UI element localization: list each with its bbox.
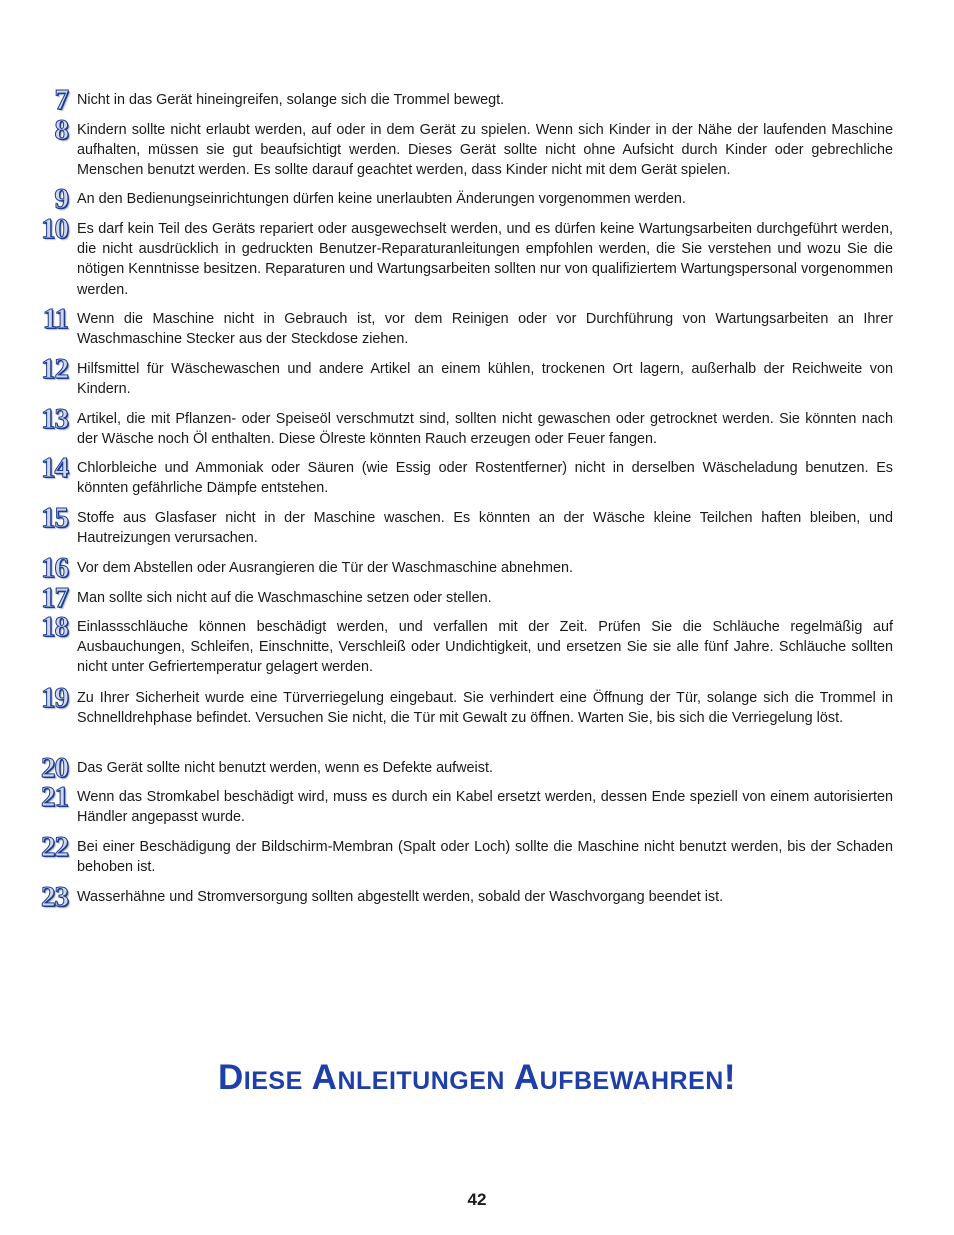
item-number: 12 — [41, 353, 68, 385]
item-text: Nicht in das Gerät hineingreifen, solange sich die Trommel bewegt. — [77, 92, 505, 108]
item-number: 9 — [54, 183, 68, 215]
item-number: 19 — [41, 682, 68, 714]
page-number: 42 — [467, 1190, 487, 1209]
item-text: Chlorbleiche und Ammoniak oder Säuren (wie Essig oder Rostentferner) nicht in derselben Wäscheladung benutzen. Es könnten gefährliche Dämpfe entstehen. — [77, 460, 893, 497]
item-text: Man sollte sich nicht auf die Waschmaschine setzen oder stellen. — [77, 590, 492, 606]
item-text: Das Gerät sollte nicht benutzt werden, wenn es Defekte aufweist. — [77, 760, 493, 776]
item-number: 22 — [41, 831, 68, 863]
item-text: Wenn das Stromkabel beschädigt wird, muss es durch ein Kabel ersetzt werden, dessen Ende speziell von einem autorisierten Händler angepasst wurde. — [77, 789, 893, 826]
page-title: Diese Anleitungen Aufbewahren! — [218, 1058, 736, 1097]
item-text: Wasserhähne und Stromversorgung sollten abgestellt werden, sobald der Waschvorgang beendet ist. — [77, 889, 724, 905]
item-text: Wenn die Maschine nicht in Gebrauch ist, vor dem Reinigen oder vor Durchführung von Wartungsarbeiten an Ihrer Waschmaschine Stecker aus der Steckdose ziehen. — [77, 311, 893, 348]
item-number: 14 — [41, 452, 68, 484]
item-text: Stoffe aus Glasfaser nicht in der Maschine waschen. Es könnten an der Wäsche kleine Teilchen haften bleiben, und Hautreizungen verursachen. — [77, 510, 893, 547]
item-number: 15 — [41, 502, 68, 534]
item-number: 8 — [54, 114, 68, 146]
item-number: 10 — [41, 213, 68, 245]
item-number: 17 — [41, 582, 68, 614]
item-number: 16 — [41, 552, 68, 584]
item-number: 13 — [41, 403, 68, 435]
item-number: 20 — [41, 752, 68, 784]
item-text: An den Bedienungseinrichtungen dürfen keine unerlaubten Änderungen vorgenommen werden. — [77, 191, 686, 207]
item-text: Einlassschläuche können beschädigt werden, und verfallen mit der Zeit. Prüfen Sie die Schläuche regelmäßig auf Ausbauchungen, Schleifen, Einschnitte, Verschleiß oder Undichtigkeit, und ersetzen Sie sie alle fünf Jahre. Schläuche sollten nicht unter Gefriertemperatur gelagert werden. — [77, 619, 893, 676]
item-number: 21 — [41, 781, 68, 813]
item-text: Es darf kein Teil des Geräts repariert oder ausgewechselt werden, und es dürfen keine Wartungsarbeiten durchgeführt werden, die nicht ausdrücklich in gedruckten Benutzer-Reparaturanleitungen empfohlen werden, die Sie verstehen und wozu Sie die nötigen Kenntnisse besitzen. Reparaturen und Wartungsarbeiten sollten nur von qualifiziertem Wartungspersonal vorgenommen werden. — [77, 221, 893, 298]
item-number: 7 — [54, 84, 68, 116]
item-number: 18 — [41, 611, 68, 643]
item-number: 23 — [41, 881, 68, 913]
item-text: Kindern sollte nicht erlaubt werden, auf oder in dem Gerät zu spielen. Wenn sich Kinder in der Nähe der laufenden Maschine aufhalten, müssen sie gut beaufsichtigt werden. Dieses Gerät sollte nicht ohne Aufsicht durch Kinder oder gebrechliche Menschen benutzt werden. Es sollte darauf geachtet werden, dass Kinder nicht mit dem Gerät spielen. — [77, 122, 893, 179]
item-text: Artikel, die mit Pflanzen- oder Speiseöl verschmutzt sind, sollten nicht gewaschen oder getrocknet werden. Sie könnten nach der Wäsche noch Öl enthalten. Diese Ölreste könnten Rauch erzeugen oder Feuer fangen. — [77, 411, 893, 448]
item-text: Bei einer Beschädigung der Bildschirm-Membran (Spalt oder Loch) sollte die Maschine nicht benutzt werden, bis der Schaden behoben ist. — [77, 839, 893, 876]
item-text: Vor dem Abstellen oder Ausrangieren die Tür der Waschmaschine abnehmen. — [77, 560, 573, 576]
item-text: Hilfsmittel für Wäschewaschen und andere Artikel an einem kühlen, trockenen Ort lagern, außerhalb der Reichweite von Kindern. — [77, 361, 893, 398]
item-number: 11 — [42, 303, 68, 335]
item-text: Zu Ihrer Sicherheit wurde eine Türverriegelung eingebaut. Sie verhindert eine Öffnung der Tür, solange sich die Trommel in Schnelldrehphase befindet. Versuchen Sie nicht, die Tür mit Gewalt zu öffnen. Warten Sie, bis sich die Verriegelung löst. — [77, 690, 893, 727]
